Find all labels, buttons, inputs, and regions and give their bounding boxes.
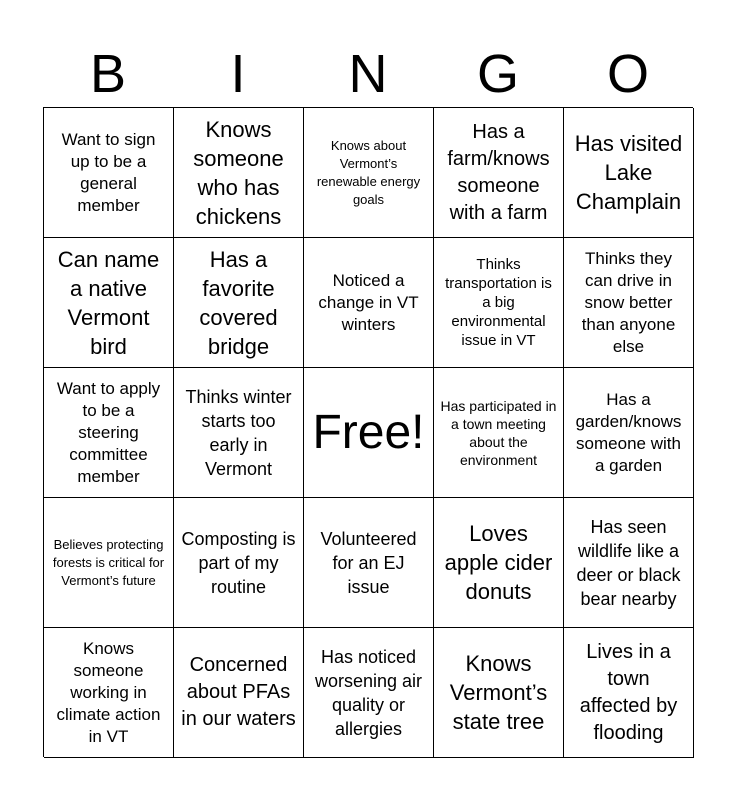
cell-text: Lives in a town affected by flooding [579, 640, 678, 744]
cell-text: Volunteered for an EJ issue [320, 528, 417, 597]
cell-text: Concerned about PFAs in our waters [181, 654, 296, 730]
bingo-cell[interactable] [44, 238, 174, 368]
bingo-cell[interactable] [434, 498, 564, 628]
cell-text: Noticed a change in VT winters [318, 270, 419, 334]
header-letter-g: G [476, 44, 519, 104]
cell-text: Has visited Lake Champlain [574, 131, 683, 214]
bingo-cell[interactable] [174, 368, 304, 498]
cell-text: Thinks winter starts too early in Vermont [185, 386, 292, 479]
bingo-cell[interactable] [304, 628, 434, 758]
cell-text: Thinks they can drive in snow better than anyone else [581, 248, 676, 356]
bingo-cell[interactable] [304, 238, 434, 368]
bingo-cell[interactable] [564, 628, 694, 758]
bingo-cell[interactable] [434, 628, 564, 758]
header-letter-o: O [606, 44, 649, 104]
bingo-cell[interactable] [174, 108, 304, 238]
bingo-grid [43, 107, 693, 757]
cell-text: Knows someone who has chickens [193, 116, 284, 229]
header-letter-b: B [89, 44, 127, 104]
cell-text: Knows someone working in climate action in VT [56, 638, 161, 746]
bingo-cell[interactable] [44, 368, 174, 498]
cell-text: Has participated in a town meeting about the environment [440, 397, 557, 468]
bingo-cell[interactable] [44, 628, 174, 758]
cell-text: Has a garden/knows someone with a garden [575, 389, 682, 475]
bingo-cell[interactable] [564, 238, 694, 368]
bingo-header [43, 40, 693, 108]
bingo-cell[interactable] [44, 498, 174, 628]
bingo-cell[interactable] [434, 238, 564, 368]
cell-text: Composting is part of my routine [181, 528, 296, 597]
header-letter-n: N [348, 44, 388, 104]
cell-text: Want to sign up to be a general member [61, 129, 156, 215]
header-letter-i: I [230, 44, 246, 104]
cell-text: Knows about Vermont’s renewable energy goals [316, 137, 421, 207]
cell-text: Has a farm/knows someone with a farm [447, 120, 550, 224]
bingo-cell[interactable] [564, 368, 694, 498]
cell-text: Loves apple cider donuts [444, 521, 553, 604]
bingo-cell[interactable] [434, 108, 564, 238]
cell-text: Knows Vermont’s state tree [449, 651, 548, 734]
bingo-cell[interactable] [304, 498, 434, 628]
cell-text: Can name a native Vermont bird [57, 246, 160, 359]
free-cell[interactable] [304, 368, 434, 498]
cell-text: Thinks transportation is a big environmental issue in VT [445, 256, 552, 349]
bingo-cell[interactable] [564, 108, 694, 238]
cell-text: Has seen wildlife like a deer or black bear nearby [576, 516, 681, 609]
bingo-cell[interactable] [174, 238, 304, 368]
bingo-cell[interactable] [174, 498, 304, 628]
bingo-cell[interactable] [304, 108, 434, 238]
cell-text: Believes protecting forests is critical for Vermont’s future [52, 536, 165, 588]
cell-text: Has a favorite covered bridge [199, 246, 278, 359]
bingo-cell[interactable] [174, 628, 304, 758]
cell-text: Has noticed worsening air quality or allergies [314, 646, 423, 739]
bingo-cell[interactable] [434, 368, 564, 498]
bingo-cell[interactable] [564, 498, 694, 628]
free-space-label: Free! [312, 405, 425, 459]
bingo-cell[interactable] [44, 108, 174, 238]
cell-text: Want to apply to be a steering committee member [56, 378, 161, 486]
